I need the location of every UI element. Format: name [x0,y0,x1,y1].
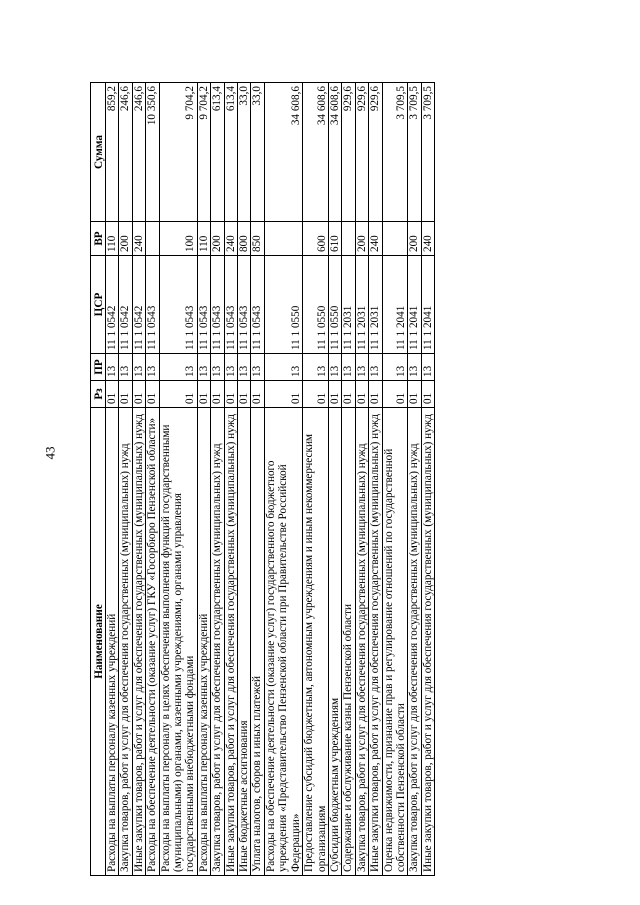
table-row [251,83,264,876]
header-csr: ЦСР [91,256,106,354]
table-row [211,83,224,876]
header-rz: Рз [91,381,106,408]
table-row [342,83,355,876]
rotated-page [90,83,548,876]
cell-pr: 13 [303,354,329,381]
cell-rz: 01 [106,381,119,408]
cell-sum: 613,4 [211,83,224,222]
cell-pr: 13 [421,354,434,381]
cell-name: Уплата налогов, сборов и иных платежей [251,408,264,876]
cell-vr: 200 [119,222,132,256]
cell-name: Расходы на обеспечение деятельности (оказание услуг) ГКУ «Госорбюро Пензенской области» [146,408,159,876]
cell-csr: 11 1 2031 [355,256,368,354]
budget-table [90,82,435,876]
cell-vr: 600 [303,222,329,256]
cell-csr: 11 1 2041 [421,256,434,354]
cell-sum: 34 608,6 [328,83,341,222]
cell-name: Субсидии бюджетным учреждениям [328,408,341,876]
cell-vr: 200 [355,222,368,256]
cell-vr: 610 [328,222,341,256]
cell-name: Оценка недвижимости, признание прав и регулирование отношений по государственной собственности Пензенской области [382,408,408,876]
cell-pr: 13 [355,354,368,381]
cell-vr: 200 [408,222,421,256]
table-row [119,83,132,876]
cell-csr: 11 1 0550 [303,256,329,354]
table-body [106,83,435,876]
cell-vr: 110 [197,222,210,256]
table-row [382,83,408,876]
cell-sum: 9 704,2 [197,83,210,222]
cell-vr: 850 [251,222,264,256]
cell-sum: 34 608,6 [303,83,329,222]
cell-name: Иные закупки товаров, работ и услуг для обеспечения государственных (муниципальных) нужд [421,408,434,876]
page-number: 43 [42,446,58,460]
cell-sum: 34 608,6 [264,83,302,222]
cell-pr: 13 [211,354,224,381]
cell-rz: 01 [382,381,408,408]
cell-name: Иные закупки товаров, работ и услуг для обеспечения государственных (муниципальных) нужд [132,408,145,876]
cell-vr: 100 [159,222,197,256]
cell-vr: 200 [211,222,224,256]
header-vr: ВР [91,222,106,256]
table-row [132,83,145,876]
cell-pr: 13 [251,354,264,381]
cell-csr: 11 1 2031 [342,256,355,354]
table-row [146,83,159,876]
table-row [224,83,237,876]
cell-name: Предоставление субсидий бюджетным, автономным учреждениям и иным некоммерческим организациям [303,408,329,876]
header-pr: ПР [91,354,106,381]
cell-name: Расходы на выплаты персоналу казенных учреждений [106,408,119,876]
table-row [303,83,329,876]
cell-csr: 11 1 0542 [132,256,145,354]
cell-name: Закупка товаров, работ и услуг для обеспечения государственных (муниципальных) нужд [355,408,368,876]
table-row [197,83,210,876]
cell-csr: 11 1 0543 [159,256,197,354]
cell-vr [342,222,355,256]
cell-rz: 01 [119,381,132,408]
cell-rz: 01 [355,381,368,408]
cell-name: Расходы на обеспечение деятельности (оказание услуг) государственного бюджетного учреждения «Представительство Пензенской области при Правительстве Российской Федерации» [264,408,302,876]
cell-pr: 13 [408,354,421,381]
cell-rz: 01 [197,381,210,408]
cell-sum: 929,6 [369,83,382,222]
table-header-row [91,83,106,876]
cell-vr: 240 [421,222,434,256]
cell-pr: 13 [119,354,132,381]
cell-rz: 01 [408,381,421,408]
table-row [355,83,368,876]
cell-pr: 13 [369,354,382,381]
cell-name: Расходы на выплаты персоналу в целях обеспечения выполнения функций государственными (муниципальными) органами, казенными учреждениями, органами управления государственными внебюджетными фондами [159,408,197,876]
cell-csr: 11 1 0543 [146,256,159,354]
cell-csr: 11 1 0550 [328,256,341,354]
cell-pr: 13 [238,354,251,381]
cell-pr: 13 [159,354,197,381]
cell-sum: 3 709,5 [421,83,434,222]
cell-name: Расходы на выплаты персоналу казенных учреждений [197,408,210,876]
cell-pr: 13 [342,354,355,381]
header-sum: Сумма [91,83,106,222]
cell-sum: 929,6 [355,83,368,222]
table-row [106,83,119,876]
cell-rz: 01 [251,381,264,408]
cell-pr: 13 [264,354,302,381]
cell-sum: 929,6 [342,83,355,222]
cell-pr: 13 [146,354,159,381]
cell-pr: 13 [382,354,408,381]
cell-csr: 11 1 0550 [264,256,302,354]
cell-rz: 01 [421,381,434,408]
table-row [421,83,434,876]
cell-csr: 11 1 2041 [408,256,421,354]
cell-csr: 11 1 0543 [238,256,251,354]
cell-sum: 33,0 [251,83,264,222]
cell-sum: 246,6 [132,83,145,222]
cell-sum: 859,2 [106,83,119,222]
cell-sum: 9 704,2 [159,83,197,222]
cell-name: Содержание и обслуживание казны Пензенской области [342,408,355,876]
cell-csr: 11 1 0543 [197,256,210,354]
cell-rz: 01 [211,381,224,408]
cell-vr [146,222,159,256]
cell-rz: 01 [146,381,159,408]
header-name: Наименование [91,408,106,876]
cell-csr: 11 1 0543 [224,256,237,354]
cell-pr: 13 [132,354,145,381]
cell-vr: 240 [224,222,237,256]
cell-vr [264,222,302,256]
cell-vr: 800 [238,222,251,256]
cell-csr: 11 1 2041 [382,256,408,354]
table-row [328,83,341,876]
cell-rz: 01 [328,381,341,408]
cell-rz: 01 [238,381,251,408]
cell-sum: 33,0 [238,83,251,222]
cell-sum: 3 709,5 [382,83,408,222]
cell-rz: 01 [224,381,237,408]
cell-csr: 11 1 0543 [211,256,224,354]
cell-rz: 01 [342,381,355,408]
cell-rz: 01 [369,381,382,408]
cell-csr: 11 1 2031 [369,256,382,354]
cell-vr: 110 [106,222,119,256]
cell-rz: 01 [159,381,197,408]
cell-vr: 240 [132,222,145,256]
cell-csr: 11 1 0542 [106,256,119,354]
cell-name: Закупка товаров, работ и услуг для обеспечения государственных (муниципальных) нужд [211,408,224,876]
cell-pr: 13 [197,354,210,381]
cell-sum: 246,6 [119,83,132,222]
cell-rz: 01 [264,381,302,408]
cell-pr: 13 [106,354,119,381]
cell-name: Закупка товаров, работ и услуг для обеспечения государственных (муниципальных) нужд [119,408,132,876]
cell-name: Иные закупки товаров, работ и услуг для обеспечения государственных (муниципальных) нужд [369,408,382,876]
table-row [159,83,197,876]
table-row [369,83,382,876]
cell-sum: 10 350,6 [146,83,159,222]
cell-vr: 240 [369,222,382,256]
table-row [264,83,302,876]
cell-pr: 13 [328,354,341,381]
cell-name: Иные закупки товаров, работ и услуг для обеспечения государственных (муниципальных) нужд [224,408,237,876]
cell-rz: 01 [303,381,329,408]
cell-sum: 3 709,5 [408,83,421,222]
cell-csr: 11 1 0542 [119,256,132,354]
cell-sum: 613,4 [224,83,237,222]
table-row [238,83,251,876]
cell-name: Закупка товаров, работ и услуг для обеспечения государственных (муниципальных) нужд [408,408,421,876]
cell-pr: 13 [224,354,237,381]
cell-vr [382,222,408,256]
cell-name: Иные бюджетные ассигнования [238,408,251,876]
cell-rz: 01 [132,381,145,408]
table-row [408,83,421,876]
cell-csr: 11 1 0543 [251,256,264,354]
